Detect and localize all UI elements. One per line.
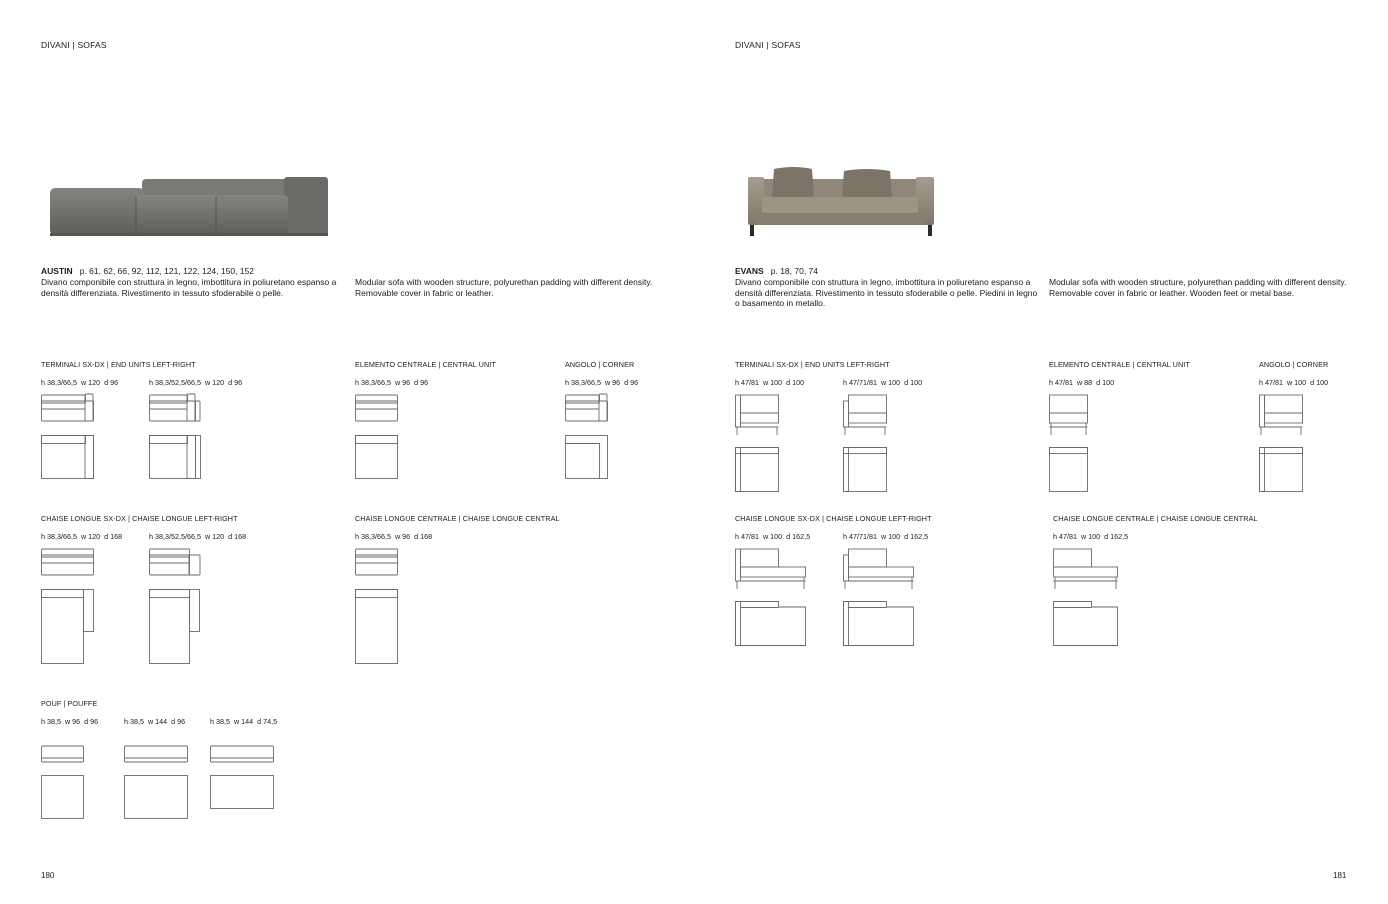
austin-name: AUSTIN (41, 266, 73, 276)
austin-chaise-central-dims: h 38,3/66,5 w 96 d 168 (355, 532, 433, 541)
evans-corner-plan-drawing (1259, 447, 1305, 493)
evans-chaise-title: CHAISE LONGUE SX-DX | CHAISE LONGUE LEFT-RIGHT (735, 514, 932, 523)
evans-central-dims: h 47/81 w 88 d 100 (1049, 378, 1115, 387)
austin-pouf1-plan-drawing (41, 775, 85, 820)
evans-end1-front-drawing (735, 393, 781, 437)
austin-chaise-central-front-drawing (355, 547, 399, 579)
austin-central-dims: h 38,3/66,5 w 96 d 96 (355, 378, 429, 387)
evans-central-title: ELEMENTO CENTRALE | CENTRAL UNIT (1049, 360, 1190, 369)
austin-chaise-central-plan-drawing (355, 589, 399, 666)
austin-pouf1-dims: h 38,5 w 96 d 96 (41, 717, 99, 726)
evans-chaise-central-dims: h 47/81 w 100 d 162,5 (1053, 532, 1129, 541)
evans-chaise1-dims: h 47/81 w 100 d 162,5 (735, 532, 811, 541)
austin-pouf3-dims: h 38,5 w 144 d 74,5 (210, 717, 278, 726)
austin-chaise2-front-drawing (149, 547, 203, 579)
evans-chaise-central-title: CHAISE LONGUE CENTRALE | CHAISE LONGUE CENTRAL (1053, 514, 1258, 523)
right-page-number: 181 (1333, 871, 1347, 880)
evans-chaise-central-front-drawing (1053, 547, 1121, 591)
austin-chaise1-plan-drawing (41, 589, 97, 666)
austin-chaise2-plan-drawing (149, 589, 205, 666)
left-page-header: DIVANI | SOFAS (41, 40, 107, 50)
evans-corner-front-drawing (1259, 393, 1305, 437)
austin-chaise1-front-drawing (41, 547, 95, 579)
evans-chaise-central-plan-drawing (1053, 601, 1121, 647)
evans-sofa-photo (744, 163, 940, 239)
austin-end1-plan-drawing (41, 435, 95, 480)
austin-central-front-drawing (355, 393, 399, 425)
austin-pouf-title: POUF | POUFFE (41, 699, 98, 708)
austin-corner-plan-drawing (565, 435, 609, 480)
austin-chaise1-dims: h 38,3/66,5 w 120 d 168 (41, 532, 123, 541)
evans-central-plan-drawing (1049, 447, 1091, 493)
austin-end-units-title: TERMINALI SX-DX | END UNITS LEFT-RIGHT (41, 360, 196, 369)
evans-corner-title: ANGOLO | CORNER (1259, 360, 1329, 369)
austin-corner-dims: h 38,3/66,5 w 96 d 96 (565, 378, 639, 387)
evans-end-units-title: TERMINALI SX-DX | END UNITS LEFT-RIGHT (735, 360, 890, 369)
austin-desc-en: Modular sofa with wooden structure, polyurethan padding with different density. Removable cover in fabric or leather. (355, 277, 653, 298)
left-page-number: 180 (41, 871, 55, 880)
evans-corner-dims: h 47/81 w 100 d 100 (1259, 378, 1329, 387)
austin-central-title: ELEMENTO CENTRALE | CENTRAL UNIT (355, 360, 496, 369)
evans-end1-dims: h 47/81 w 100 d 100 (735, 378, 805, 387)
austin-end1-dims: h 38,3/66,5 w 120 d 96 (41, 378, 119, 387)
evans-pages: p. 18, 70, 74 (770, 266, 819, 276)
right-page-header: DIVANI | SOFAS (735, 40, 801, 50)
austin-corner-title: ANGOLO | CORNER (565, 360, 635, 369)
austin-corner-front-drawing (565, 393, 609, 425)
evans-chaise2-front-drawing (843, 547, 917, 591)
austin-chaise-title: CHAISE LONGUE SX-DX | CHAISE LONGUE LEFT-RIGHT (41, 514, 238, 523)
austin-pouf2-front-drawing (124, 745, 190, 765)
evans-chaise1-front-drawing (735, 547, 809, 591)
austin-chaise-central-title: CHAISE LONGUE CENTRALE | CHAISE LONGUE CENTRAL (355, 514, 560, 523)
austin-end1-front-drawing (41, 393, 95, 425)
evans-chaise2-plan-drawing (843, 601, 917, 647)
austin-end2-plan-drawing (149, 435, 203, 480)
austin-desc-it: Divano componibile con struttura in legno, imbottitura in poliuretano espanso a densità differenziata. Rivestimento in tessuto sfoderabile o pelle. (41, 277, 337, 298)
austin-pouf3-plan-drawing (210, 775, 276, 811)
austin-chaise2-dims: h 38,3/52,5/66,5 w 120 d 168 (149, 532, 247, 541)
evans-name: EVANS (735, 266, 764, 276)
austin-pouf1-front-drawing (41, 745, 85, 765)
austin-end2-dims: h 38,3/52,5/66,5 w 120 d 96 (149, 378, 243, 387)
evans-end2-front-drawing (843, 393, 889, 437)
austin-end2-front-drawing (149, 393, 203, 425)
evans-end2-dims: h 47/71/81 w 100 d 100 (843, 378, 923, 387)
evans-central-front-drawing (1049, 393, 1091, 437)
evans-desc-en: Modular sofa with wooden structure, polyurethan padding with different density. Removable cover in fabric or leather. Wooden feet or metal base. (1049, 277, 1347, 298)
austin-pouf2-plan-drawing (124, 775, 190, 820)
austin-pouf2-dims: h 38,5 w 144 d 96 (124, 717, 186, 726)
evans-chaise2-dims: h 47/71/81 w 100 d 162,5 (843, 532, 929, 541)
austin-central-plan-drawing (355, 435, 399, 480)
austin-pages: p. 61, 62, 66, 92, 112, 121, 122, 124, 150, 152 (79, 266, 254, 276)
evans-end2-plan-drawing (843, 447, 889, 493)
evans-desc-it: Divano componibile con struttura in legno, imbottitura in poliuretano espanso a densità differenziata. Rivestimento in tessuto sfoderabile o pelle. Piedini in legno o basamento in metallo. (735, 277, 1038, 309)
evans-chaise1-plan-drawing (735, 601, 809, 647)
austin-pouf3-front-drawing (210, 745, 276, 765)
austin-sofa-photo (48, 176, 332, 238)
evans-end1-plan-drawing (735, 447, 781, 493)
